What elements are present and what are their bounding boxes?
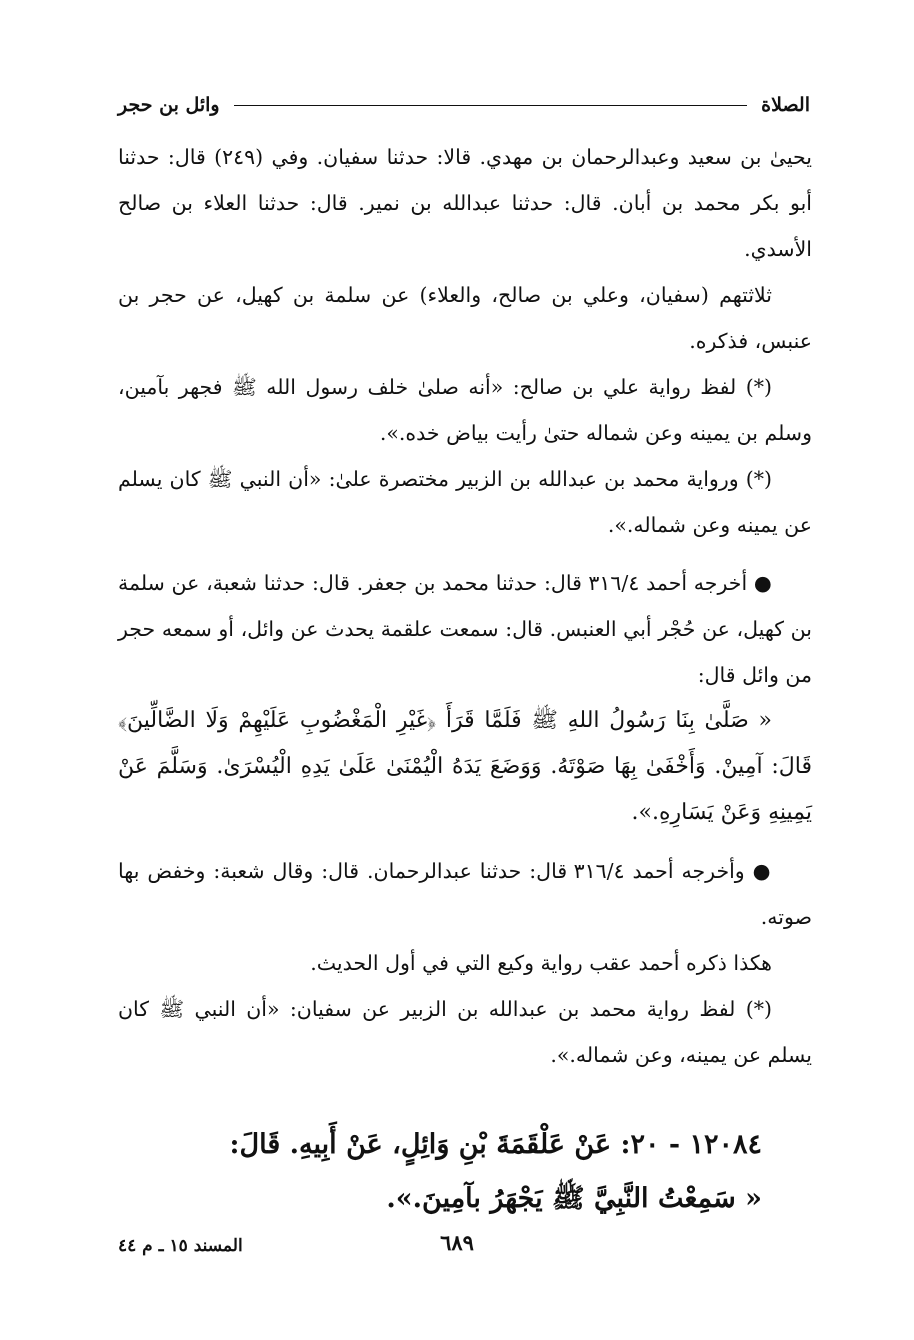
page-number: ٦٨٩	[440, 1230, 474, 1255]
commentary-text	[118, 134, 812, 1078]
hadith-line-1: ١٢٠٨٤ - ٢٠: عَنْ عَلْقَمَةَ بْنِ وَائِلٍ، عَنْ أَبِيهِ. قَالَ:	[229, 1129, 762, 1160]
paragraph-note-ali: (*) لفظ رواية علي بن صالح: «أنه صلىٰ خلف رسول الله ﷺ فجهر بآمين، وسلم بن يمينه وعن شماله حتىٰ رأيت بياض خده.».	[118, 375, 812, 445]
running-header	[118, 88, 810, 122]
paragraph-takhrij-ahmad-1: ● أخرجه أحمد ٣١٦/٤ قال: حدثنا محمد بن جعفر. قال: حدثنا شعبة، عن سلمة بن كهيل، عن حُجْر أبي العنبس. قال: سمعت علقمة يحدث عن وائل، أو سمعه حجر من وائل قال:	[118, 571, 812, 687]
paragraph-remark: هكذا ذكره أحمد عقب رواية وكيع التي في أول الحديث.	[310, 951, 772, 975]
paragraph-note-sufyan: (*) لفظ رواية محمد بن عبدالله بن الزبير عن سفيان: «أن النبي ﷺ كان يسلم عن يمينه، وعن شماله.».	[118, 997, 812, 1067]
hadith-line-2: « سَمِعْتُ النَّبِيَّ ﷺ يَجْهَرُ بآمِينَ.».	[386, 1183, 762, 1214]
paragraph-isnad-summary: ثلاثتهم (سفيان، وعلي بن صالح، والعلاء) عن سلمة بن كهيل، عن حجر بن عنبس، فذكره.	[118, 283, 812, 353]
paragraph-takhrij-ahmad-2: ● وأخرجه أحمد ٣١٦/٤ قال: حدثنا عبدالرحمان. قال: وقال شعبة: وخفض بها صوته.	[118, 859, 812, 929]
paragraph-note-zubayr: (*) ورواية محمد بن عبدالله بن الزبير مختصرة علىٰ: «أن النبي ﷺ كان يسلم عن يمينه وعن شماله.».	[118, 467, 812, 537]
hadith-entry	[130, 1118, 762, 1226]
header-narrator: وائل بن حجر	[118, 94, 220, 116]
header-rule	[234, 105, 748, 106]
volume-signature: المسند ١٥ ـ م ٤٤	[118, 1236, 243, 1256]
header-chapter: الصلاة	[761, 94, 810, 116]
paragraph-hadith-quote: « صَلَّىٰ بِنَا رَسُولُ اللهِ ﷺ فَلَمَّا قَرَأَ ﴿غَيْرِ الْمَغْضُوبِ عَلَيْهِمْ وَلَا الضَّالِّينَ﴾ قَالَ: آمِينْ. وَأَخْفَىٰ بِهَا صَوْتَهُ. وَوَضَعَ يَدَهُ الْيُمْنَىٰ عَلَىٰ يَدِهِ الْيُسْرَىٰ. وَسَلَّمَ عَنْ يَمِينِهِ وَعَنْ يَسَارِهِ.».	[118, 708, 812, 825]
paragraph-continuation: يحيىٰ بن سعيد وعبدالرحمان بن مهدي. قالا: حدثنا سفيان. وفي (٢٤٩) قال: حدثنا أبو بكر محمد بن أبان. قال: حدثنا عبدالله بن نمير. قال: حدثنا العلاء بن صالح الأسدي.	[118, 145, 812, 261]
